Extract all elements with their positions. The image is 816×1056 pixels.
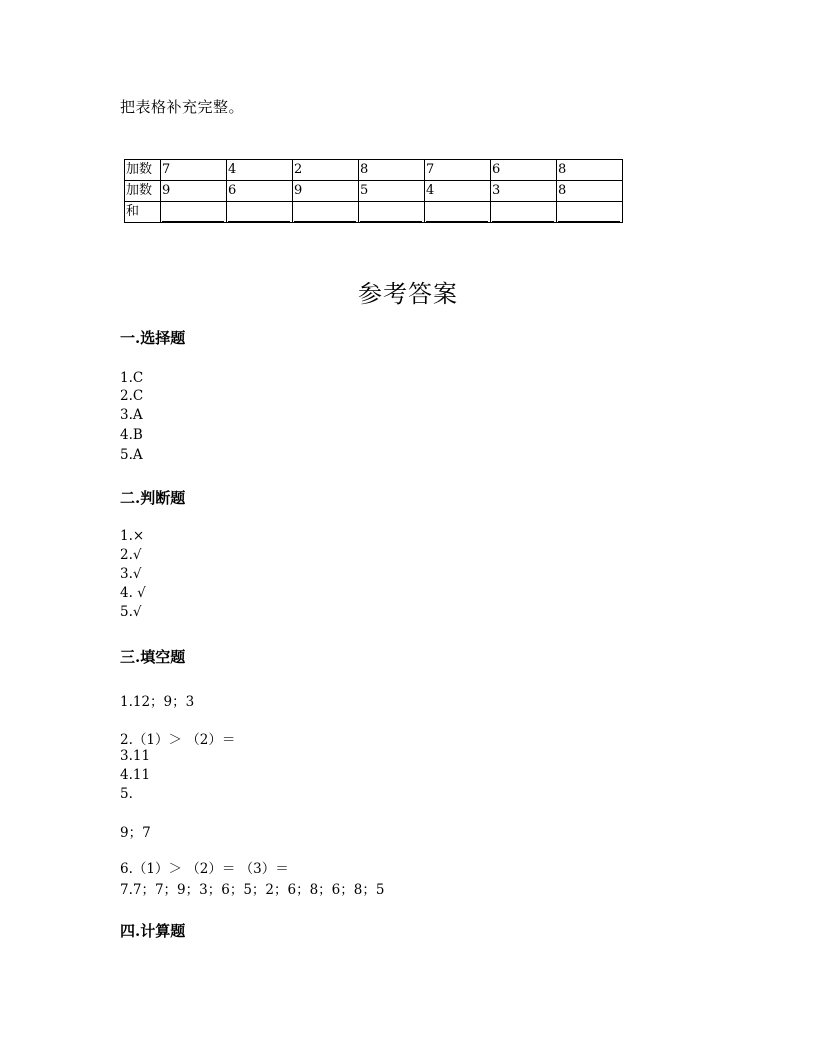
answer-blank-cell[interactable] (425, 202, 491, 223)
answer-line: 4.11 (120, 767, 151, 783)
table-cell: 8 (359, 160, 425, 181)
answer-blank-cell[interactable] (359, 202, 425, 223)
answer-blank[interactable] (294, 207, 356, 222)
table-cell: 2 (293, 160, 359, 181)
table-cell: 4 (227, 160, 293, 181)
table-row (125, 181, 623, 202)
table-cell: 4 (425, 181, 491, 202)
answer-blank[interactable] (228, 207, 290, 222)
answer-line: 9；7 (120, 825, 151, 841)
table-cell: 7 (425, 160, 491, 181)
table-row (125, 160, 623, 181)
table-cell: 3 (491, 181, 557, 202)
answer-line: 2.C (120, 388, 144, 404)
answer-blank[interactable] (162, 207, 224, 222)
answer-blank[interactable] (492, 207, 554, 222)
answer-line: 5.√ (120, 604, 142, 620)
answer-line: 5.A (120, 447, 143, 463)
section-title: 四.计算题 (120, 922, 186, 940)
answer-blank-cell[interactable] (491, 202, 557, 223)
table-cell: 9 (161, 181, 227, 202)
table-cell: 8 (557, 160, 623, 181)
table-cell: 8 (557, 181, 623, 202)
addition-table (124, 159, 623, 223)
answer-blank-cell[interactable] (227, 202, 293, 223)
answer-line: 5. (120, 786, 133, 802)
answer-blank[interactable] (558, 207, 620, 222)
answer-line: 4.B (120, 427, 143, 443)
row-header: 加数 (125, 160, 161, 181)
answer-key-title: 参考答案 (358, 280, 458, 308)
table-cell: 7 (161, 160, 227, 181)
section-title: 一.选择题 (120, 329, 186, 347)
answer-line: 2.（1）＞ （2）＝ (120, 732, 236, 748)
section-title: 三.填空题 (120, 648, 186, 666)
table-cell: 6 (491, 160, 557, 181)
answer-line: 3.11 (120, 748, 151, 764)
table-cell: 6 (227, 181, 293, 202)
answer-blank-cell[interactable] (557, 202, 623, 223)
question-instruction: 把表格补充完整。 (120, 98, 245, 116)
table-cell: 5 (359, 181, 425, 202)
table-cell: 9 (293, 181, 359, 202)
answer-line: 2.√ (120, 547, 142, 563)
answer-line: 4. √ (120, 585, 146, 601)
answer-blank-cell[interactable] (293, 202, 359, 223)
table-row (125, 202, 623, 223)
row-header: 加数 (125, 181, 161, 202)
section-title: 二.判断题 (120, 489, 186, 507)
answer-blank[interactable] (360, 207, 422, 222)
answer-line: 1.× (120, 528, 145, 544)
answer-line: 6.（1）＞ （2）＝ （3）＝ (120, 861, 289, 877)
answer-line: 7.7；7；9；3；6；5；2；6；8；6；8；5 (120, 882, 385, 898)
answer-line: 1.C (120, 370, 144, 386)
answer-blank-cell[interactable] (161, 202, 227, 223)
answer-blank[interactable] (426, 207, 488, 222)
answer-line: 1.12；9；3 (120, 694, 195, 710)
row-header: 和 (125, 202, 161, 223)
answer-line: 3.A (120, 407, 143, 423)
answer-line: 3.√ (120, 566, 142, 582)
